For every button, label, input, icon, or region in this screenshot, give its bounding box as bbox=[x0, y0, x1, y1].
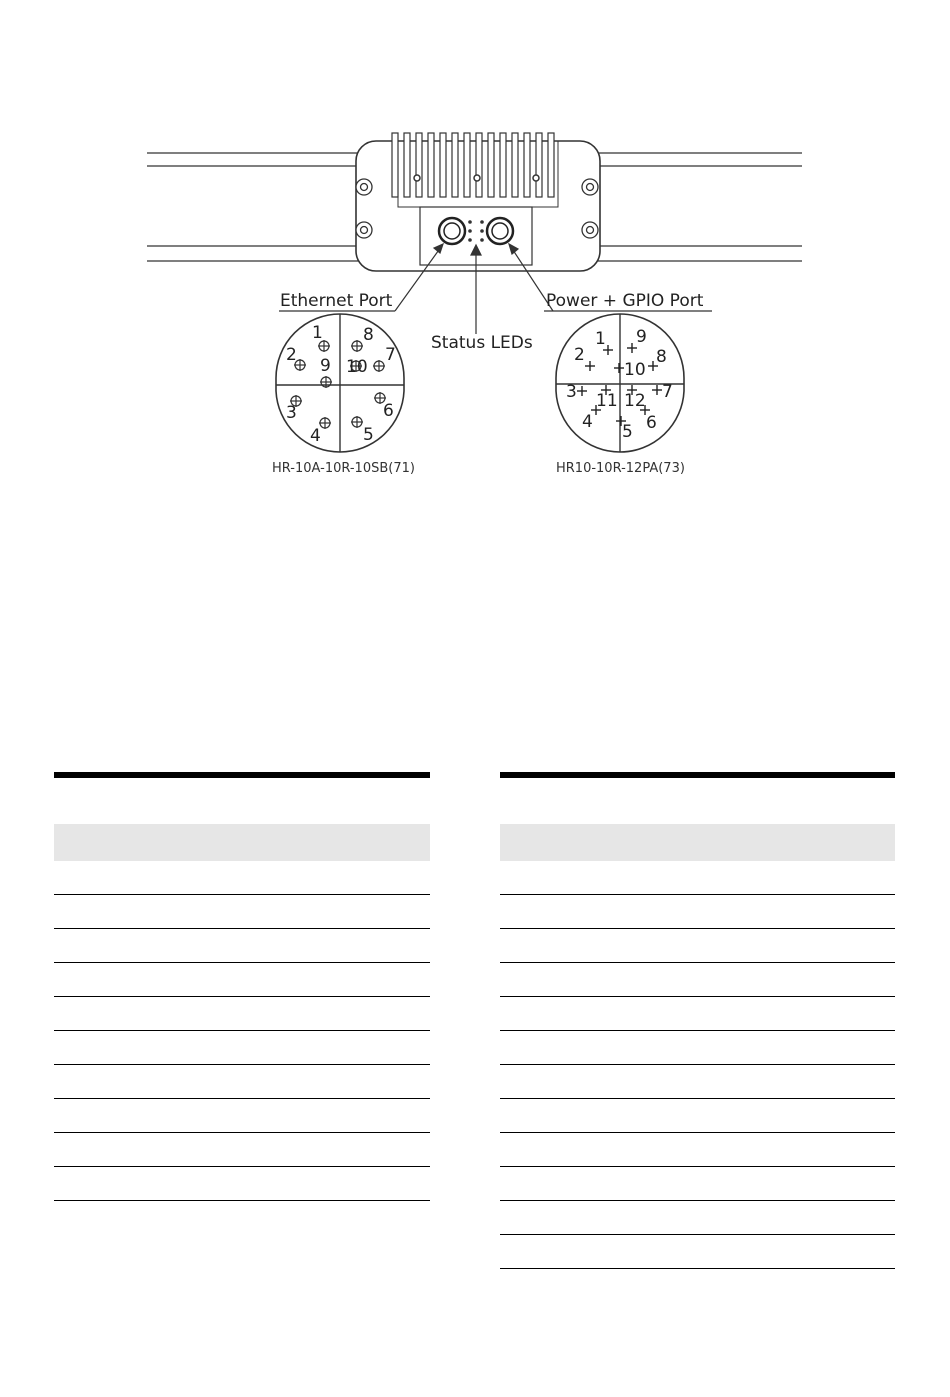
table-body bbox=[54, 861, 430, 1201]
table-row bbox=[500, 997, 895, 1031]
pin-label: 3 bbox=[566, 382, 577, 402]
pin-label: 8 bbox=[656, 347, 667, 367]
table-row bbox=[54, 963, 430, 997]
pin-label: 1 bbox=[312, 323, 323, 343]
table-body bbox=[500, 861, 895, 1269]
power-gpio-connector-part-number: HR10-10R-12PA(73) bbox=[556, 461, 685, 476]
pin-label: 2 bbox=[286, 345, 297, 365]
pin-label: 4 bbox=[582, 412, 593, 432]
table-row bbox=[500, 1065, 895, 1099]
table-top-rule bbox=[500, 772, 895, 778]
pin-label: 6 bbox=[383, 401, 394, 421]
table-row bbox=[54, 929, 430, 963]
pin-label: 9 bbox=[320, 356, 331, 376]
table-row bbox=[500, 1031, 895, 1065]
ethernet-connector-part-number: HR-10A-10R-10SB(71) bbox=[272, 461, 415, 476]
table-row bbox=[54, 895, 430, 929]
table-row bbox=[54, 997, 430, 1031]
power-port-connector bbox=[487, 218, 513, 244]
table-row bbox=[54, 1099, 430, 1133]
power-gpio-port-callout: Power + GPIO Port bbox=[546, 291, 704, 311]
pin-label: 8 bbox=[363, 325, 374, 345]
status-leds-callout: Status LEDs bbox=[431, 333, 533, 353]
table-row bbox=[54, 1133, 430, 1167]
pin-label: 11 bbox=[596, 391, 618, 411]
pin-label: 10 bbox=[624, 360, 646, 380]
pin-label: 4 bbox=[310, 426, 321, 446]
table-row bbox=[54, 1031, 430, 1065]
pin-label: 7 bbox=[385, 345, 396, 365]
table-row bbox=[54, 1065, 430, 1099]
table-top-rule bbox=[54, 772, 430, 778]
table-row bbox=[500, 1133, 895, 1167]
ethernet-pinout-table bbox=[54, 772, 430, 1201]
table-row bbox=[500, 861, 895, 895]
table-header-row bbox=[54, 824, 430, 861]
table-header-row bbox=[500, 824, 895, 861]
ethernet-port-callout: Ethernet Port bbox=[280, 291, 393, 311]
table-row bbox=[500, 1235, 895, 1269]
table-row bbox=[500, 963, 895, 997]
table-row bbox=[500, 929, 895, 963]
pin-label: 12 bbox=[624, 391, 646, 411]
power-gpio-pinout-table bbox=[500, 772, 895, 1269]
pin-label: 5 bbox=[622, 422, 633, 442]
table-row bbox=[500, 1167, 895, 1201]
ethernet-port-connector bbox=[439, 218, 465, 244]
table-row bbox=[54, 1167, 430, 1201]
table-row bbox=[500, 1201, 895, 1235]
pin-label: 2 bbox=[574, 345, 585, 365]
pin-label: 7 bbox=[662, 382, 673, 402]
pin-label: 3 bbox=[286, 403, 297, 423]
table-row bbox=[500, 895, 895, 929]
table-row bbox=[500, 1099, 895, 1133]
pin-label: 9 bbox=[636, 327, 647, 347]
ethernet-connector-face bbox=[276, 314, 404, 452]
table-row bbox=[54, 861, 430, 895]
pin-label: 10 bbox=[346, 357, 368, 377]
pin-label: 1 bbox=[595, 329, 606, 349]
pin-label: 5 bbox=[363, 425, 374, 445]
pin-label: 6 bbox=[646, 413, 657, 433]
